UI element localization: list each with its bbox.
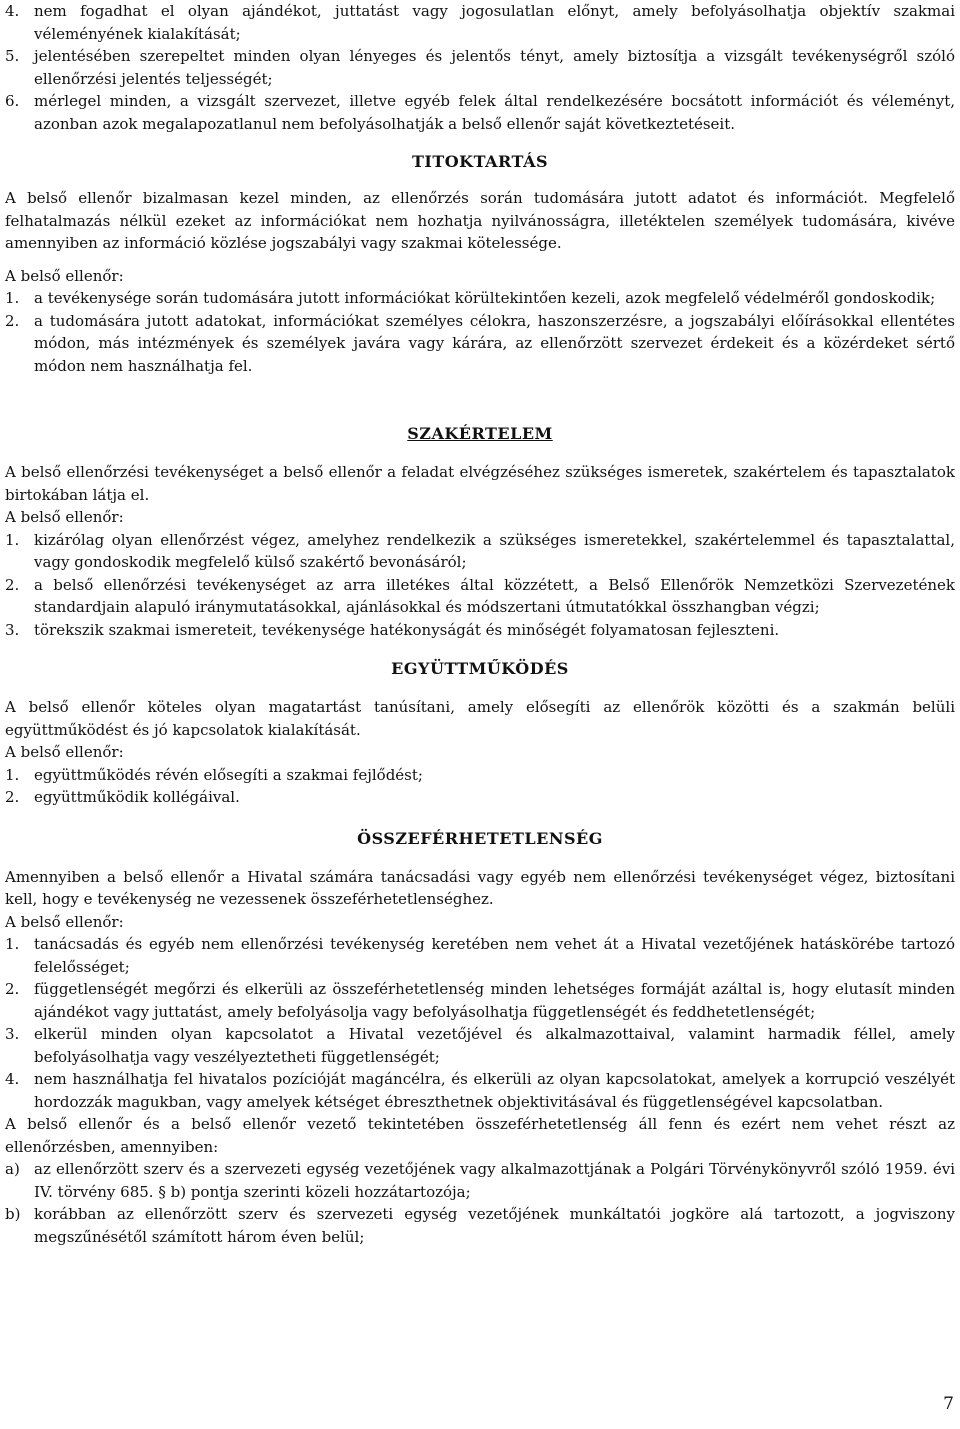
item-number: 1.	[5, 935, 20, 953]
item-number: 2.	[5, 311, 20, 330]
list-item	[5, 978, 955, 1023]
list-item	[5, 574, 955, 619]
item-number: 2.	[5, 788, 20, 806]
section-heading-egyuttmukodes: EGYÜTTMŰKÖDÉS	[391, 659, 569, 678]
section-heading-titoktartas: TITOKTARTÁS	[411, 152, 549, 171]
item-text: függetlenségét megőrzi és elkerüli az összeférhetetlenség minden lehetséges formáját azáltal is, hogy elutasít minden ajándékot vagy juttatást, amely befolyásolja vagy befolyásolhatja függetlenségét és feddhetetlenségét;	[34, 980, 955, 1021]
list-item	[5, 287, 955, 310]
page-number: 7	[943, 1394, 954, 1414]
list-item	[5, 764, 955, 787]
paragraph: Amennyiben a belső ellenőr a Hivatal számára tanácsadási vagy egyéb nem ellenőrzési tevékenységet végez, biztosítani kell, hogy e tevékenység ne vezessenek összeférhetetlenséghez.	[5, 867, 955, 908]
paragraph: A belső ellenőr köteles olyan magatartást tanúsítani, amely elősegíti az ellenőrök közötti és a szakmán belüli együttműködést és jó kapcsolatok kialakítását.	[5, 698, 955, 739]
paragraph: A belső ellenőr és a belső ellenőr vezető tekintetében összeférhetetlenség áll fenn és ezért nem vehet részt az ellenőrzésben, amennyiben:	[5, 1115, 955, 1156]
item-letter: a)	[5, 1160, 20, 1178]
item-text: mérlegel minden, a vizsgált szervezet, illetve egyéb felek által rendelkezésére bocsátott információt és véleményt, azonban azok megalapozatlanul nem befolyásolhatják a belső ellenőr saját következtetéseit.	[34, 92, 955, 133]
item-text: az ellenőrzött szerv és a szervezeti egység vezetőjének vagy alkalmazottjának a Polgári Törvénykönyvről szóló 1959. évi IV. törvény 685. § b) pontja szerinti közeli hozzátartozója;	[34, 1160, 955, 1201]
list-item	[5, 786, 955, 809]
item-letter: b)	[5, 1205, 21, 1223]
section-heading-szakertelem: SZAKÉRTELEM	[407, 424, 553, 443]
item-number: 3.	[5, 620, 20, 639]
paragraph: A belső ellenőrzési tevékenységet a belső ellenőr a feladat elvégzéséhez szükséges ismeretek, szakértelem és tapasztalatok birtokában látja el.	[5, 463, 955, 504]
list-item	[5, 1023, 955, 1068]
list-item	[5, 619, 955, 642]
item-text: a tudomására jutott adatokat, információkat személyes célokra, haszonszerzésre, a jogszabályi előírásokkal ellentétes módon, más intézmények és személyek javára vagy kárára, az ellenőrzött szervezet érdekeit és a közérdeket sértő módon nem használhatja fel.	[34, 311, 955, 375]
item-number: 4.	[5, 2, 20, 20]
item-text: a tevékenysége során tudomására jutott információkat körültekintően kezeli, azok megfelelő védelméről gondoskodik;	[34, 289, 936, 307]
list-item	[5, 1158, 955, 1203]
list-item	[5, 1203, 955, 1248]
list-item	[5, 310, 955, 378]
list-item	[5, 529, 955, 574]
list-item	[5, 90, 955, 135]
paragraph: A belső ellenőr bizalmasan kezel minden, az ellenőrzés során tudomására jutott adatot és információt. Megfelelő felhatalmazás nélkül ezeket az információkat nem hozhatja nyilvánosságra, illetéktelen személyek tudomására, kivéve amennyiben az információ közlése jogszabályi vagy szakmai kötelessége.	[5, 189, 955, 252]
item-text: kizárólag olyan ellenőrzést végez, amelyhez rendelkezik a szükséges ismeretekkel, szakértelemmel és tapasztalattal, vagy gondoskodik megfelelő külső szakértő bevonásáról;	[34, 530, 955, 571]
item-number: 5.	[5, 47, 20, 65]
item-text: jelentésében szerepeltet minden olyan lényeges és jelentős tényt, amely biztosítja a vizsgált tevékenységről szóló ellenőrzési jelentés teljességét;	[34, 47, 955, 88]
item-text: együttműködik kollégáival.	[34, 788, 240, 806]
item-text: elkerül minden olyan kapcsolatot a Hivatal vezetőjével és alkalmazottaival, valamint harmadik féllel, amely befolyásolhatja vagy veszélyeztetheti függetlenségét;	[34, 1025, 955, 1066]
lead-text: A belső ellenőr:	[5, 912, 124, 931]
item-text: együttműködés révén elősegíti a szakmai fejlődést;	[34, 765, 423, 784]
item-text: törekszik szakmai ismereteit, tevékenysége hatékonyságát és minőségét folyamatosan fejleszteni.	[34, 620, 780, 639]
lead-text: A belső ellenőr:	[5, 743, 124, 761]
item-text: tanácsadás és egyéb nem ellenőrzési tevékenység keretében nem vehet át a Hivatal vezetőjének hatáskörébe tartozó felelősséget;	[34, 935, 955, 976]
item-number: 6.	[5, 92, 20, 110]
list-item	[5, 933, 955, 978]
item-number: 1.	[5, 289, 20, 307]
item-number: 1.	[5, 765, 20, 784]
lead-text: A belső ellenőr:	[5, 508, 124, 526]
item-text: korábban az ellenőrzött szerv és szervezeti egység vezetőjének munkáltatói jogköre alá tartozott, a jogviszony megszűnésétől számított három éven belül;	[34, 1205, 955, 1246]
list-item	[5, 0, 955, 45]
item-number: 4.	[5, 1070, 20, 1088]
item-text: nem használhatja fel hivatalos pozícióját magáncélra, és elkerüli az olyan kapcsolatokat, amelyek a korrupció veszélyét hordozzák magukban, vagy amelyek kétséget ébreszthetnek objektivitásával és függetlenségével kapcsolatban.	[34, 1070, 955, 1111]
item-text: nem fogadhat el olyan ajándékot, juttatást vagy jogosulatlan előnyt, amely befolyásolhatja objektív szakmai véleményének kialakítását;	[34, 2, 955, 43]
section-heading-osszeferhetetlenseg: ÖSSZEFÉRHETETLENSÉG	[357, 828, 603, 848]
item-number: 3.	[5, 1025, 20, 1043]
item-text: a belső ellenőrzési tevékenységet az arra illetékes által közzétett, a Belső Ellenőrök Nemzetközi Szervezetének standardjain alapuló iránymutatásokkal, ajánlásokkal és módszertani útmutatókkal összhangban végzi;	[34, 575, 955, 616]
item-number: 1.	[5, 530, 20, 549]
list-item	[5, 45, 955, 90]
item-number: 2.	[5, 980, 20, 998]
list-item	[5, 1068, 955, 1113]
lead-text: A belső ellenőr:	[5, 266, 124, 285]
item-number: 2.	[5, 575, 20, 594]
